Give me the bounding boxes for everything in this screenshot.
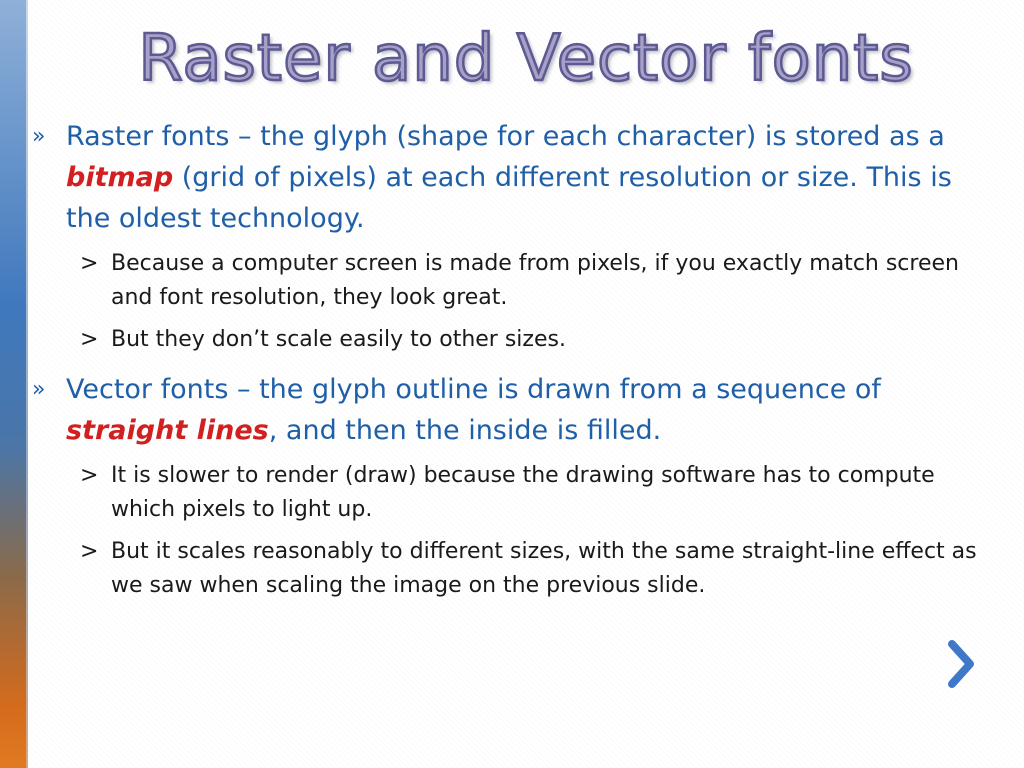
raster-text-end: (grid of pixels) at each different resolution or size. This is the oldest technology. [66, 162, 952, 234]
vector-text-end: , and then the inside is filled. [268, 415, 662, 446]
subbullet-marker: > [80, 327, 99, 352]
subbullet-text: Because a computer screen is made from pixels, if you exactly match screen and font resolution, they look great. [111, 251, 959, 310]
subbullet-scaling-vector [28, 535, 988, 603]
subbullet-text: But they don’t scale easily to other sizes. [111, 327, 566, 352]
bullet-marker: » [32, 124, 46, 149]
straight-lines-emphasis: straight lines [66, 415, 269, 446]
subbullet-marker: > [80, 539, 99, 564]
slide-title: Raster and Vector fonts [138, 22, 914, 96]
bullet-marker: » [32, 377, 46, 402]
subbullet-screen-pixels [28, 247, 988, 315]
subbullet-text: But it scales reasonably to different sizes, with the same straight-line effect as we saw when scaling the image on the previous slide. [111, 539, 977, 598]
chevron-right-icon [940, 636, 980, 692]
subbullet-scaling-raster [28, 323, 988, 357]
bitmap-emphasis: bitmap [66, 162, 174, 193]
side-accent-bar [0, 0, 26, 768]
subbullet-render-speed [28, 459, 988, 527]
next-slide-button[interactable] [940, 636, 980, 692]
raster-text-start: Raster fonts – the glyph (shape for each character) is stored as a [66, 121, 945, 152]
slide-content [28, 116, 988, 603]
vector-text-start: Vector fonts – the glyph outline is drawn from a sequence of [66, 374, 881, 405]
subbullet-text: It is slower to render (draw) because the drawing software has to compute which pixels to light up. [111, 463, 935, 522]
bullet-raster-fonts [28, 116, 988, 239]
subbullet-marker: > [80, 251, 99, 276]
subbullet-marker: > [80, 463, 99, 488]
bullet-vector-fonts [28, 369, 988, 451]
